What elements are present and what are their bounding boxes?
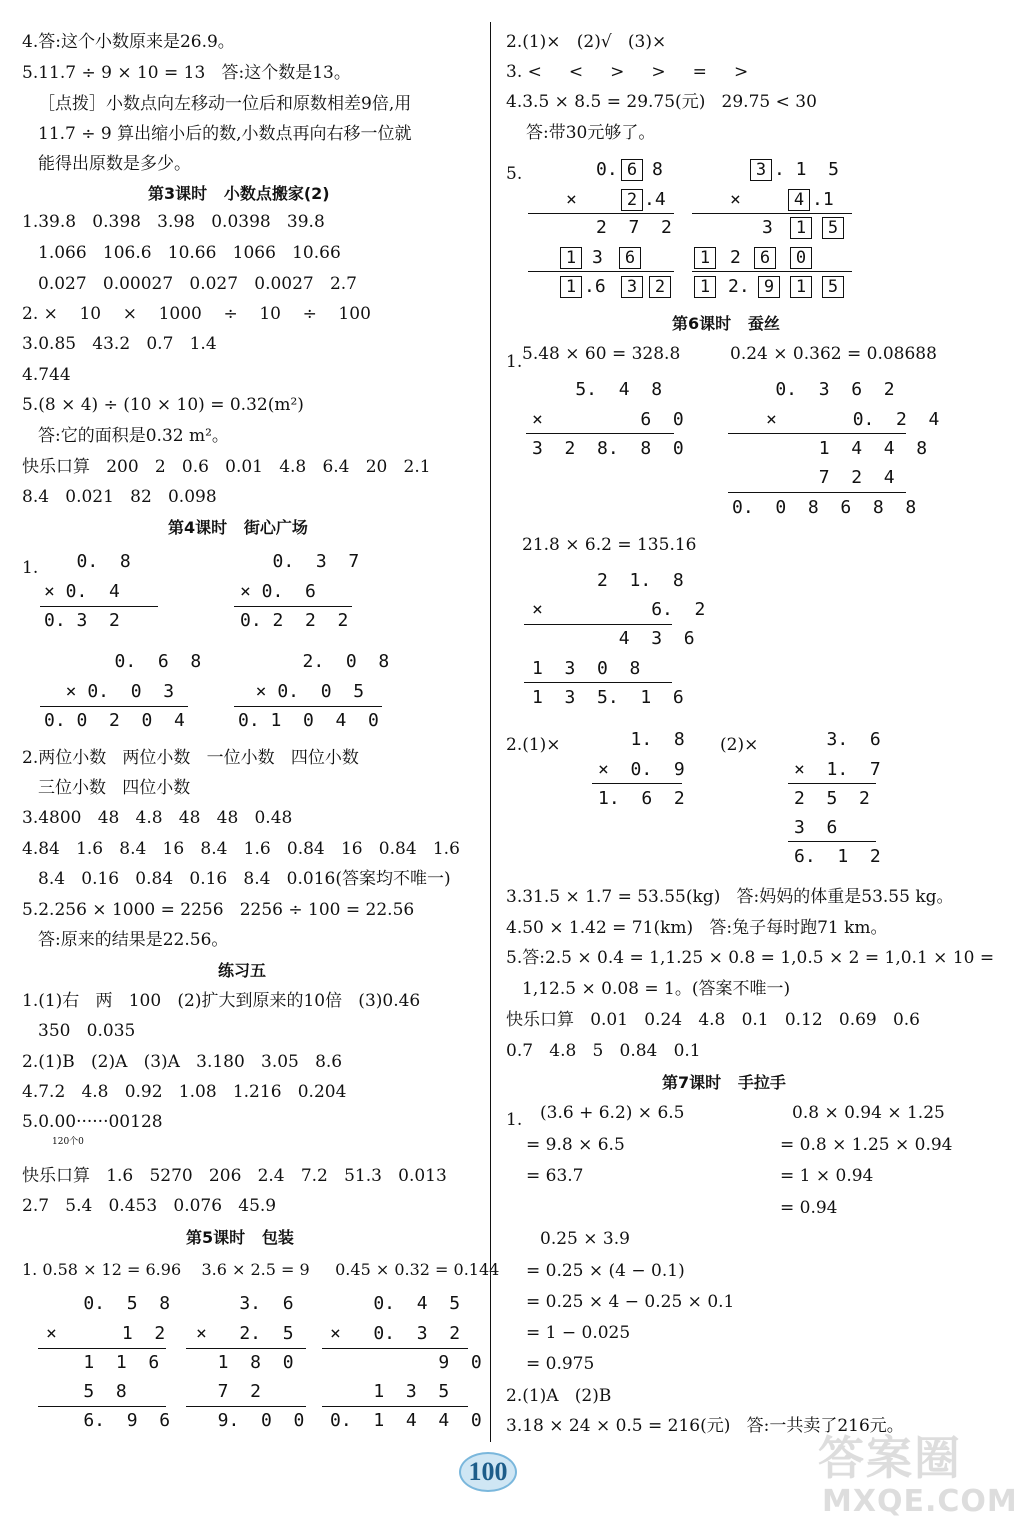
text-line: 能得出原数是多少。 <box>38 154 191 174</box>
calc-rule <box>788 783 876 784</box>
calc-rule <box>322 1406 468 1407</box>
text-line: 3.18 × 24 × 0.5 = 216(元) 答:一共卖了216元。 <box>506 1416 904 1436</box>
calc-row: 0. 4 5 <box>330 1293 461 1314</box>
text-line: = 0.25 × 4 − 0.25 × 0.1 <box>526 1292 735 1312</box>
calc-digit: .6 <box>584 276 606 297</box>
answer-box: 9 <box>758 276 780 298</box>
calc-row: 1 3 5. 1 6 <box>532 687 684 708</box>
calc-row: 0. 5 8 <box>40 1293 171 1314</box>
calc-row: 9 0 <box>330 1352 482 1373</box>
text-line: = 1 × 0.94 <box>780 1166 874 1186</box>
answer-box: 5 <box>822 217 844 239</box>
text-line: 1.39.8 0.398 3.98 0.0398 39.8 <box>22 212 325 232</box>
calc-rule <box>728 433 906 434</box>
answer-box: 4 <box>788 189 810 211</box>
text-line: 5.0.00······00128 <box>22 1112 163 1132</box>
calc-row: 7 2 <box>196 1381 262 1402</box>
calc-row: 0. 2 2 2 <box>240 610 349 631</box>
calc-row: 1 4 4 8 <box>732 438 928 459</box>
answer-box: 5 <box>822 276 844 298</box>
calc-row: 0. 3 7 <box>240 551 360 572</box>
calc-row: 4 3 6 <box>532 628 695 649</box>
calc-digit: . 1 5 <box>774 159 840 180</box>
answer-box: 1 <box>694 247 716 269</box>
item-number: 1. <box>506 352 523 372</box>
text-line: 0.25 × 3.9 <box>540 1229 630 1249</box>
calc-row: 7 2 4 <box>732 467 895 488</box>
text-line: 0.7 4.8 5 0.84 0.1 <box>506 1041 701 1061</box>
text-line: (2)× <box>720 735 759 755</box>
calc-row: 1 8 0 <box>196 1352 294 1373</box>
answer-box: 1 <box>790 276 812 298</box>
calc-rule <box>186 1406 306 1407</box>
calc-row: 0. 3 2 <box>44 610 120 631</box>
text-line: (3.6 + 6.2) × 6.5 <box>540 1103 685 1123</box>
section-heading: 第5课时 包装 <box>186 1228 294 1247</box>
text-line: 0.8 × 0.94 × 1.25 <box>792 1103 945 1123</box>
calc-rule <box>528 213 674 214</box>
calc-row: 2. 0 8 <box>270 651 390 672</box>
text-line: 0.24 × 0.362 = 0.08688 <box>730 344 937 364</box>
calc-row: 3 6 <box>794 817 838 838</box>
calc-row: 6. 1 2 <box>794 846 881 867</box>
calc-row: × 0. 6 <box>240 581 316 602</box>
page-number: 100 <box>459 1452 517 1492</box>
text-line: 2.(1)A (2)B <box>506 1386 612 1406</box>
calc-rule <box>526 433 674 434</box>
calc-row: × 0. 3 2 <box>330 1323 461 1344</box>
calc-digit: × <box>730 189 741 210</box>
answer-box: 2 <box>649 276 671 298</box>
answer-box: 6 <box>619 247 641 269</box>
text-line: 5.48 × 60 = 328.8 <box>522 344 681 364</box>
calc-row: × 1. 7 <box>794 759 881 780</box>
calc-row: 5 8 <box>40 1381 127 1402</box>
text-line: 3.31.5 × 1.7 = 53.55(kg) 答:妈妈的体重是53.55 kg。 <box>506 887 954 907</box>
text-line: 1. 0.58 × 12 = 6.96 3.6 × 2.5 = 9 0.45 × 0.32 = 0.144 <box>22 1260 500 1279</box>
text-line: 3.0.85 43.2 0.7 1.4 <box>22 334 217 354</box>
calc-rule <box>322 1348 468 1349</box>
calc-row: 0. 1 0 4 0 <box>238 710 379 731</box>
text-line: = 63.7 <box>526 1166 584 1186</box>
text-line: 1.(1)右 两 100 (2)扩大到原来的10倍 (3)0.46 <box>22 991 421 1011</box>
answer-box: 1 <box>560 247 582 269</box>
text-line: 2.7 5.4 0.453 0.076 45.9 <box>22 1196 277 1216</box>
item-number: 1. <box>22 558 39 578</box>
text-line: 3.4800 48 4.8 48 48 0.48 <box>22 808 293 828</box>
item-number: 5. <box>506 164 523 184</box>
calc-row: 3 2 8. 8 0 <box>532 438 684 459</box>
calc-rule <box>40 706 188 707</box>
calc-row: × 0. 9 <box>598 759 685 780</box>
text-line: 2.(1)× (2)√ (3)× <box>506 32 667 52</box>
calc-row: 2 1. 8 <box>532 570 684 591</box>
calc-rule <box>528 271 674 272</box>
text-line: 21.8 × 6.2 = 135.16 <box>522 535 697 555</box>
text-line: 2.(1)B (2)A (3)A 3.180 3.05 8.6 <box>22 1052 343 1072</box>
section-heading: 第6课时 蚕丝 <box>672 314 780 333</box>
calc-row: 6. 9 6 <box>40 1410 171 1431</box>
text-line: 答:带30元够了。 <box>526 123 656 143</box>
text-line: 5.2.256 × 1000 = 2256 2256 ÷ 100 = 22.56 <box>22 900 415 920</box>
text-line: 3. < < > > = > <box>506 62 749 82</box>
text-line: 5.(8 × 4) ÷ (10 × 10) = 0.32(m²) <box>22 395 304 415</box>
item-number: 1. <box>506 1110 523 1130</box>
calc-digit: 2 7 2 <box>596 217 672 238</box>
calc-row: × 2. 5 <box>196 1323 294 1344</box>
calc-digit: 2 <box>730 247 741 268</box>
calc-rule <box>728 492 906 493</box>
calc-digit: .1 <box>812 189 834 210</box>
text-line: 8.4 0.021 82 0.098 <box>22 487 217 507</box>
answer-box: 1 <box>694 276 716 298</box>
text-line: = 1 − 0.025 <box>526 1323 631 1343</box>
calc-rule <box>234 706 382 707</box>
text-line: 2. × 10 × 1000 ÷ 10 ÷ 100 <box>22 304 371 324</box>
answer-box: 1 <box>560 276 582 298</box>
calc-row: × 6 0 <box>532 409 684 430</box>
calc-rule <box>524 624 672 625</box>
calc-row: 9. 0 0 <box>196 1410 305 1431</box>
calc-row: × 0. 0 3 <box>44 681 175 702</box>
calc-row: × 6. 2 <box>532 599 706 620</box>
calc-rule <box>788 841 876 842</box>
text-line: 2.两位小数 两位小数 一位小数 四位小数 <box>22 748 359 768</box>
section-heading: 第4课时 街心广场 <box>168 518 308 537</box>
calc-rule <box>234 606 352 607</box>
calc-digit: × <box>566 189 577 210</box>
text-line: 5.答:2.5 × 0.4 = 1,1.25 × 0.8 = 1,0.5 × 2 = 1,0.1 × 10 = <box>506 948 995 968</box>
calc-digit: .4 <box>644 189 666 210</box>
calc-row: 2 5 2 <box>794 788 870 809</box>
section-heading: 第7课时 手拉手 <box>662 1073 786 1092</box>
answer-box: 3 <box>621 276 643 298</box>
answer-box: 1 <box>790 217 812 239</box>
text-line: 4.7.2 4.8 0.92 1.08 1.216 0.204 <box>22 1082 347 1102</box>
calc-row: 5. 4 8 <box>532 379 663 400</box>
text-line: = 0.8 × 1.25 × 0.94 <box>780 1135 953 1155</box>
calc-row: 1. 6 2 <box>598 788 685 809</box>
text-line: 4.3.5 × 8.5 = 29.75(元) 29.75 < 30 <box>506 92 817 112</box>
calc-rule <box>524 682 672 683</box>
text-line: 2.(1)× <box>506 735 561 755</box>
text-line: 8.4 0.16 0.84 0.16 8.4 0.016(答案均不唯一) <box>38 869 451 889</box>
text-line: = 0.25 × (4 − 0.1) <box>526 1261 685 1281</box>
calc-rule <box>38 1406 166 1407</box>
calc-row: 3. 6 <box>794 729 881 750</box>
text-line: 1.066 106.6 10.66 1066 10.66 <box>38 243 341 263</box>
text-line: 答:它的面积是0.32 m²。 <box>38 426 229 446</box>
calc-digit: 3 <box>762 217 773 238</box>
section-heading: 第3课时 小数点搬家(2) <box>148 184 330 203</box>
answer-box: 2 <box>621 189 643 211</box>
calc-rule <box>692 213 852 214</box>
text-line: 1,12.5 × 0.08 = 1。(答案不唯一) <box>522 979 791 999</box>
calc-digit: 8 <box>652 159 663 180</box>
calc-rule <box>38 1348 166 1349</box>
column-divider <box>490 22 491 1442</box>
calc-row: × 0. 2 4 <box>766 409 940 430</box>
calc-row: 0. 3 6 2 <box>732 379 895 400</box>
calc-row: 1 3 0 8 <box>532 658 641 679</box>
text-line: 4.744 <box>22 365 71 385</box>
calc-rule <box>40 606 158 607</box>
calc-row: × 0. 4 <box>44 581 120 602</box>
calc-row: 0. 6 8 <box>82 651 202 672</box>
text-line: 三位小数 四位小数 <box>38 778 191 798</box>
text-line: 0.027 0.00027 0.027 0.0027 2.7 <box>38 274 357 294</box>
text-line: 快乐口算 1.6 5270 206 2.4 7.2 51.3 0.013 <box>22 1166 447 1186</box>
calc-rule <box>186 1348 306 1349</box>
text-line: = 9.8 × 6.5 <box>526 1135 625 1155</box>
calc-row: × 1 2 <box>46 1323 166 1344</box>
brace-note: 120个0 <box>52 1137 84 1147</box>
text-line: 快乐口算 200 2 0.6 0.01 4.8 6.4 20 2.1 <box>22 457 431 477</box>
calc-row: 0. 0 2 0 4 <box>44 710 185 731</box>
text-line: 350 0.035 <box>38 1021 136 1041</box>
text-line: = 0.94 <box>780 1198 838 1218</box>
text-line: 4.答:这个小数原来是26.9。 <box>22 32 235 52</box>
answer-box: 0 <box>790 247 812 269</box>
calc-row: 3. 6 <box>196 1293 294 1314</box>
calc-rule <box>692 271 852 272</box>
text-line: ［点拨］小数点向左移动一位后和原数相差9倍,用 <box>38 94 412 114</box>
answer-box: 6 <box>621 159 643 181</box>
watermark-logo <box>812 1418 1018 1534</box>
calc-row: 0. 1 4 4 0 <box>330 1410 482 1431</box>
calc-row: 0. 8 <box>44 551 131 572</box>
section-heading: 练习五 <box>218 961 267 980</box>
calc-digit: 2. <box>728 276 750 297</box>
calc-row: 1 1 6 <box>40 1352 160 1373</box>
calc-digit: 0. <box>596 159 618 180</box>
watermark-text: 答案圈 <box>818 1431 962 1485</box>
calc-row: 0. 0 8 6 8 8 <box>732 497 917 518</box>
text-line: 4.84 1.6 8.4 16 8.4 1.6 0.84 16 0.84 1.6 <box>22 839 460 859</box>
text-line: 5.11.7 ÷ 9 × 10 = 13 答:这个数是13。 <box>22 63 351 83</box>
answer-box: 6 <box>754 247 776 269</box>
text-line: 快乐口算 0.01 0.24 4.8 0.1 0.12 0.69 0.6 <box>506 1010 920 1030</box>
calc-row: × 0. 0 5 <box>234 681 365 702</box>
watermark-url: MXQE.COM <box>822 1484 1018 1519</box>
text-line: 11.7 ÷ 9 算出缩小后的数,小数点再向右移一位就 <box>38 124 412 144</box>
answer-box: 3 <box>750 159 772 181</box>
text-line: 答:原来的结果是22.56。 <box>38 930 229 950</box>
calc-rule <box>592 783 682 784</box>
text-line: = 0.975 <box>526 1354 595 1374</box>
calc-row: 1 3 5 <box>330 1381 450 1402</box>
calc-row: 1. 8 <box>598 729 685 750</box>
calc-digit: 3 <box>592 247 603 268</box>
text-line: 4.50 × 1.42 = 71(km) 答:兔子每时跑71 km。 <box>506 918 888 938</box>
